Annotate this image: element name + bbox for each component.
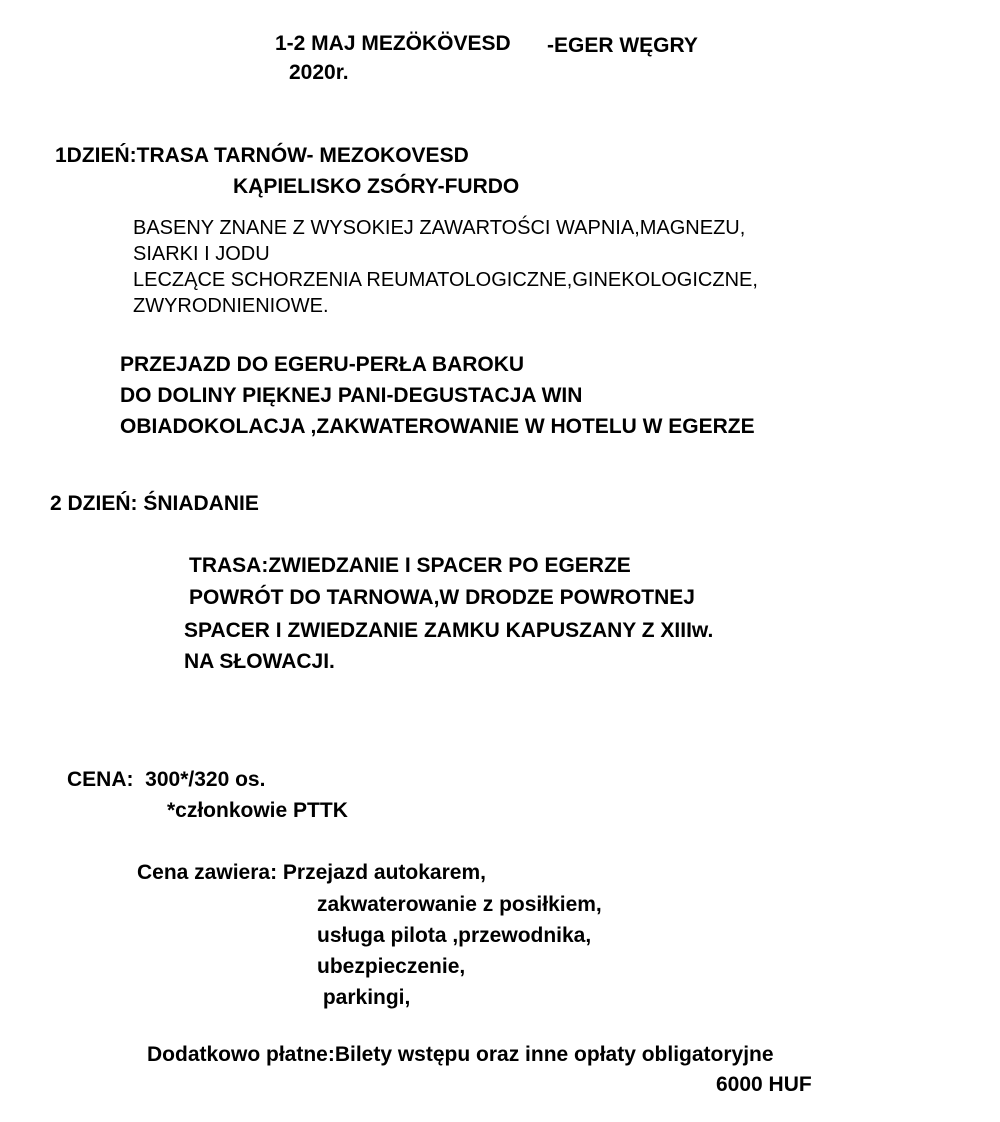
day1-heading: 1DZIEŃ:TRASA TARNÓW- MEZOKOVESD	[55, 144, 469, 167]
title-line-2: 2020r.	[289, 61, 349, 84]
day1-program-line: PRZEJAZD DO EGERU-PERŁA BAROKU	[120, 353, 525, 376]
includes-item: ubezpieczenie,	[317, 955, 466, 978]
day1-program-line: OBIADOKOLACJA ,ZAKWATEROWANIE W HOTELU W EGERZE	[120, 415, 755, 438]
day1-description-line: ZWYRODNIENIOWE.	[133, 295, 329, 317]
includes-item: usługa pilota ,przewodnika,	[317, 924, 592, 947]
includes-item: zakwaterowanie z posiłkiem,	[317, 893, 602, 916]
day2-program-line: TRASA:ZWIEDZANIE I SPACER PO EGERZE	[189, 554, 631, 577]
day1-program-line: DO DOLINY PIĘKNEJ PANI-DEGUSTACJA WIN	[120, 384, 583, 407]
title-line-1b: -EGER WĘGRY	[547, 34, 698, 57]
includes-label: Cena zawiera: Przejazd autokarem,	[137, 861, 486, 884]
day1-description-line: SIARKI I JODU	[133, 243, 270, 265]
day2-program-line: POWRÓT DO TARNOWA,W DRODZE POWROTNEJ	[189, 586, 695, 609]
day1-description-line: BASENY ZNANE Z WYSOKIEJ ZAWARTOŚCI WAPNIA,MAGNEZU,	[133, 217, 746, 239]
day1-subheading: KĄPIELISKO ZSÓRY-FURDO	[233, 175, 520, 198]
price-note: *członkowie PTTK	[167, 799, 348, 822]
day1-description-line: LECZĄCE SCHORZENIA REUMATOLOGICZNE,GINEKOLOGICZNE,	[133, 269, 758, 291]
day2-program-line: NA SŁOWACJI.	[184, 650, 335, 673]
includes-item: parkingi,	[317, 986, 411, 1009]
extra-payment-line: Dodatkowo płatne:Bilety wstępu oraz inne opłaty obligatoryjne	[147, 1043, 774, 1066]
price-line: CENA: 300*/320 os.	[67, 768, 266, 791]
day2-program-line: SPACER I ZWIEDZANIE ZAMKU KAPUSZANY Z XIIIw.	[184, 619, 714, 642]
day2-heading: 2 DZIEŃ: ŚNIADANIE	[50, 492, 259, 515]
extra-payment-amount: 6000 HUF	[716, 1073, 812, 1096]
title-line-1a: 1-2 MAJ MEZÖKÖVESD	[275, 32, 511, 55]
